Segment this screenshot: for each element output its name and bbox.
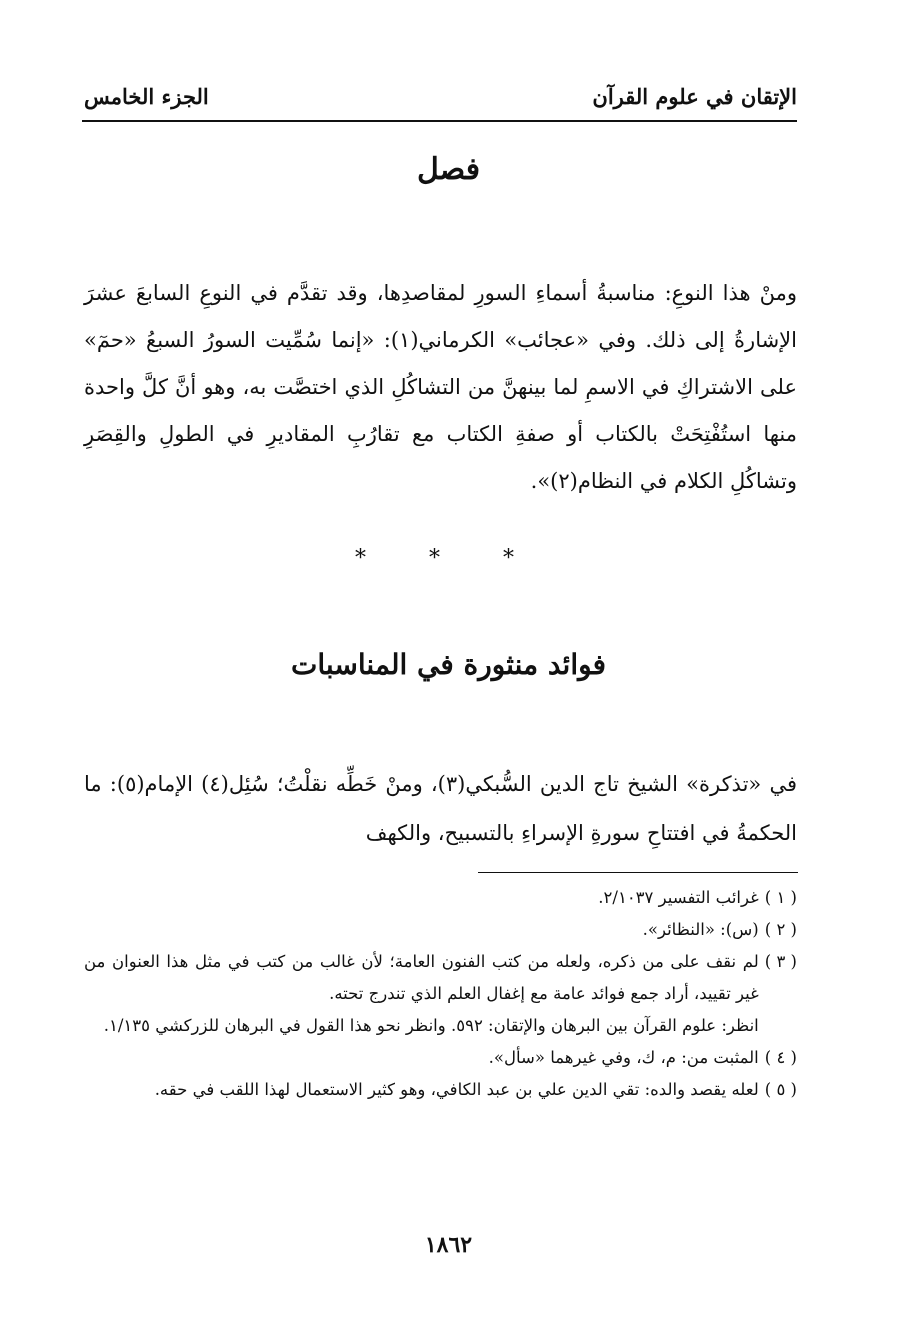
footnote-4 [84, 1042, 797, 1074]
footnote-text-continued: انظر: علوم القرآن بين البرهان والإتقان: ٥٩٢. وانظر نحو هذا القول في البرهان للزركشي ١/١٣٥. [103, 1016, 759, 1035]
section-heading: فصل [416, 152, 481, 187]
footnote-5 [84, 1074, 797, 1106]
book-title: الإتقان في علوم القرآن [592, 84, 797, 109]
footnote-number: ( ١ ) [764, 888, 797, 907]
footnote-1 [84, 882, 797, 914]
subsection-heading: فوائد منثورة في المناسبات [291, 648, 606, 681]
section-paragraph-text: ومنْ هذا النوعِ: مناسبةُ أسماءِ السورِ لمقاصدِها، وقد تقدَّم في النوعِ السابعَ عشرَ الإشارةُ إلى ذلك. وفي «عجائب» الكرماني(١): «إنما سُمِّيت السورُ السبعُ «حمٓ» على الاشتراكِ في الاسمِ لما بينهنَّ من التشاكُلِ الذي اختصَّت به، وهو أنَّ كلَّ واحدة منها استُفْتِحَتْ بالكتاب أو صفةِ الكتاب مع تقارُبِ المقاديرِ في الطولِ والقِصَرِ وتشاكُلِ الكلام في النظام(٢)». [84, 281, 797, 493]
volume-label: الجزء الخامس [84, 84, 209, 109]
footnote-2 [84, 914, 797, 946]
page-number: ١٨٦٢ [424, 1232, 473, 1258]
footnote-rule [478, 872, 798, 873]
footnote-text-block [84, 946, 759, 1042]
footnote-text: لعله يقصد والده: تقي الدين علي بن عبد الكافي، وهو كثير الاستعمال لهذا اللقب في حقه. [154, 1080, 759, 1099]
footnote-number: ( ٣ ) [764, 952, 797, 971]
footnote-text: لم نقف على من ذكره، ولعله من كتب الفنون العامة؛ لأن غالب من كتب في مثل هذا العنوان من غير تقييد، أراد جمع فوائد عامة مع إغفال العلم الذي تندرج تحته. [84, 952, 759, 1003]
running-head [84, 84, 797, 110]
footnote-text: (س): «النظائر». [642, 920, 759, 939]
footnote-text: غرائب التفسير ٢/١٠٣٧. [598, 888, 759, 907]
footnote-number: ( ٤ ) [764, 1048, 797, 1067]
footnote-number: ( ٢ ) [764, 920, 797, 939]
footnote-3 [84, 946, 797, 1042]
header-rule [82, 120, 797, 122]
footnote-text: المثبت من: م، ك، وفي غيرهما «سأل». [488, 1048, 759, 1067]
asterism-separator: * * * [355, 546, 542, 571]
footnotes [84, 882, 797, 1106]
section-paragraph [84, 270, 797, 505]
footnote-number: ( ٥ ) [764, 1080, 797, 1099]
subsection-paragraph [84, 760, 797, 858]
subsection-paragraph-text: في «تذكرة» الشيخ تاج الدين السُّبكي(٣)، ومنْ خَطِّه نقلْتُ؛ سُئِل(٤) الإمام(٥): ما الحكمةُ في افتتاحِ سورةِ الإسراءِ بالتسبيح، والكهف [84, 772, 797, 845]
